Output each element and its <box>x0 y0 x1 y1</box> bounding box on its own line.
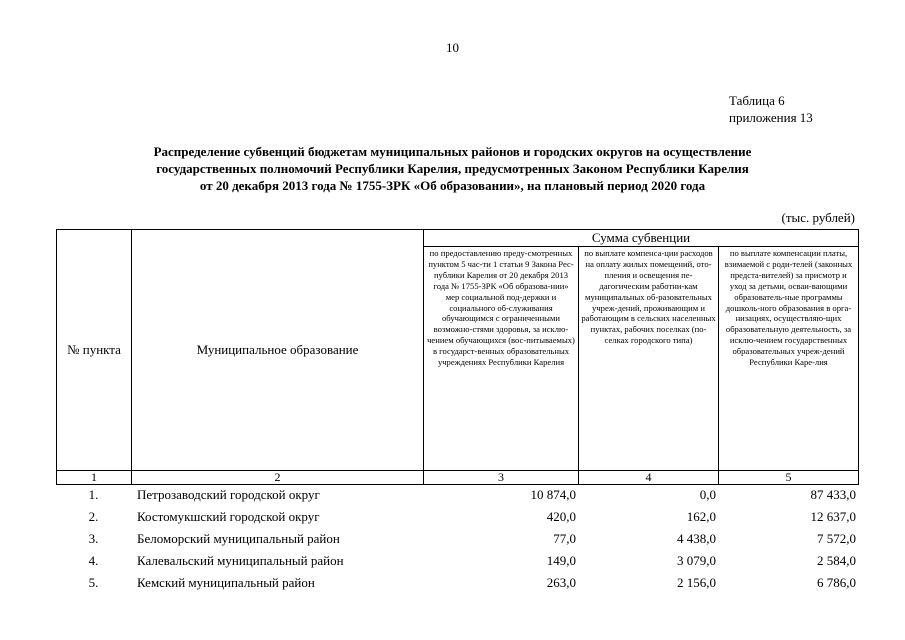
header-sub2: по выплате компенса-ции расходов на оплату жилых помещений, ото-пления и освещения пе-дагогическим работни-кам муниципальных об-разовательных учреж-дений, проживающим и работающим в сельских населенных пунктах, рабочих поселках (по-селках городского типа) <box>579 247 719 471</box>
page-number: 10 <box>446 40 459 55</box>
row-name: Кемский муниципальный район <box>137 575 315 590</box>
row-value-3: 10 874,0 <box>530 487 576 502</box>
subsidy-table-body <box>56 484 858 594</box>
document-title <box>80 143 825 194</box>
row-name: Петрозаводский городской округ <box>137 487 320 502</box>
header-index-4: 4 <box>579 471 719 485</box>
table-row <box>56 506 858 528</box>
subsidy-table-header <box>56 229 859 485</box>
row-number: 4. <box>88 553 99 568</box>
title-line3: от 20 декабря 2013 года № 1755-ЗРК «Об образовании», на плановый период 2020 года <box>199 178 706 193</box>
table-row <box>56 528 858 550</box>
table-row <box>56 484 858 506</box>
row-value-5: 7 572,0 <box>817 531 856 546</box>
header-sum: Сумма субвенции <box>424 230 859 247</box>
header-index-5: 5 <box>719 471 859 485</box>
row-number: 3. <box>88 531 99 546</box>
header-number: № пункта <box>57 230 132 471</box>
header-index-1: 1 <box>57 471 132 485</box>
row-value-4: 4 438,0 <box>677 531 716 546</box>
table-label-line2: приложения 13 <box>729 110 813 125</box>
row-name: Костомукшский городской округ <box>137 509 320 524</box>
row-value-4: 0,0 <box>699 487 716 502</box>
header-sub3: по выплате компенсации платы, взимаемой с роди-телей (законных предста-вителей) за присмотр и уход за детьми, осваи-вающими образователь-ные программы дошколь-ного образования в орга-низациях, осуществляю-щих образовательную деятельность, за исклю-чением государственных образовательных учреж-дений Республики Каре-лия <box>719 247 859 471</box>
row-name: Беломорский муниципальный район <box>137 531 340 546</box>
row-value-3: 77,0 <box>553 531 576 546</box>
header-sub1: по предоставлению преду-смотренных пунктом 5 час-ти 1 статьи 9 Закона Рес-публики Карелия от 20 декабря 2013 года № 1755-ЗРК «Об образова-нии» мер социальной под-держки и социального об-служивания обучающимся с ограниченными возможно-стями здоровья, за исклю-чением обучающихся (вос-питываемых) в государст-венных образовательных учреждениях Республики Карелия <box>424 247 579 471</box>
table-row <box>56 550 858 572</box>
title-line1: Распределение субвенций бюджетам муниципальных районов и городских округов на осуществление <box>153 144 752 159</box>
row-value-3: 420,0 <box>546 509 576 524</box>
row-number: 1. <box>88 487 99 502</box>
row-value-5: 87 433,0 <box>810 487 856 502</box>
table-label <box>729 92 813 126</box>
row-value-5: 6 786,0 <box>817 575 856 590</box>
title-line2: государственных полномочий Республики Карелия, предусмотренных Законом Республики Карелия <box>156 161 749 176</box>
row-value-4: 2 156,0 <box>677 575 716 590</box>
row-name: Калевальский муниципальный район <box>137 553 344 568</box>
table-row <box>56 572 858 594</box>
units-note: (тыс. рублей) <box>781 210 855 225</box>
header-index-2: 2 <box>132 471 424 485</box>
row-number: 5. <box>88 575 99 590</box>
row-value-5: 12 637,0 <box>810 509 856 524</box>
header-index-3: 3 <box>424 471 579 485</box>
row-value-4: 3 079,0 <box>677 553 716 568</box>
row-number: 2. <box>88 509 99 524</box>
row-value-3: 149,0 <box>546 553 576 568</box>
header-municipality: Муниципальное образование <box>132 230 424 471</box>
row-value-4: 162,0 <box>686 509 716 524</box>
row-value-5: 2 584,0 <box>817 553 856 568</box>
table-label-line1: Таблица 6 <box>729 93 785 108</box>
row-value-3: 263,0 <box>546 575 576 590</box>
